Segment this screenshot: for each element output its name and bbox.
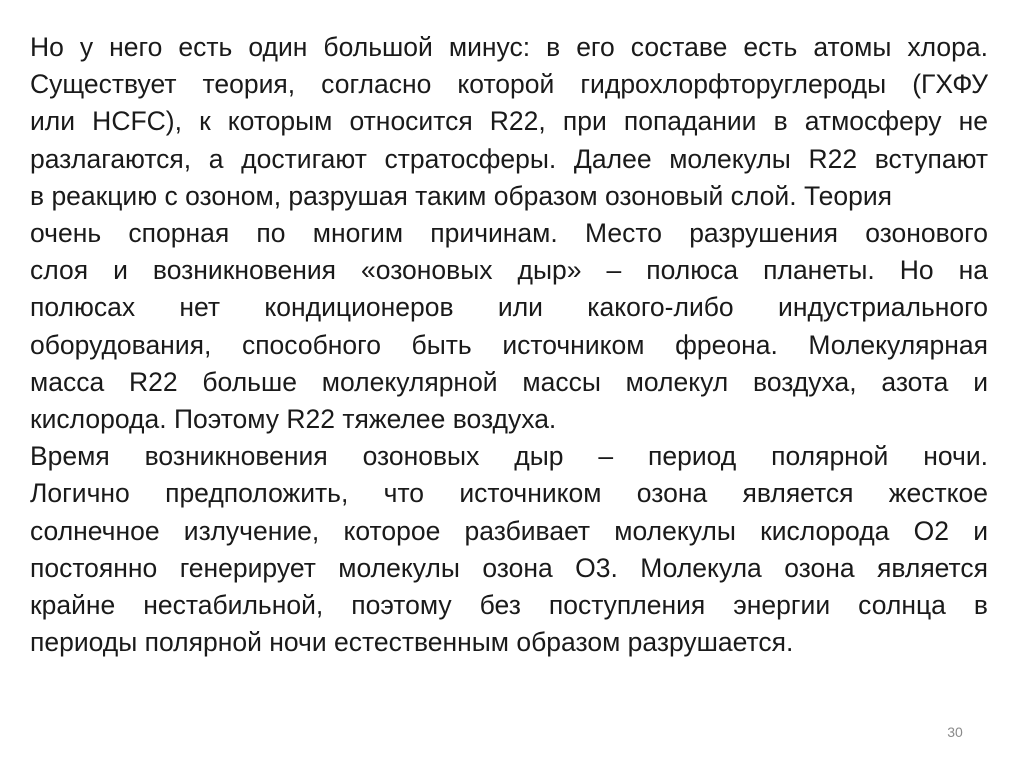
- text-line: периоды полярной ночи естественным образом разрушается.: [30, 627, 794, 658]
- text-line: постоянно генерирует молекулы озона О3. Молекула озона является: [30, 552, 988, 583]
- text-line: в реакцию с озоном, разрушая таким образом озоновый слой. Теория: [30, 180, 893, 211]
- text-line: Логично предположить, что источником озона является жесткое: [30, 478, 988, 509]
- text-line: кислорода. Поэтому R22 тяжелее воздуха.: [30, 404, 557, 435]
- text-line: крайне нестабильной, поэтому без поступления энергии солнца в: [30, 590, 988, 621]
- text-line: очень спорная по многим причинам. Место разрушения озонового: [30, 218, 988, 249]
- text-line: слоя и возникновения «озоновых дыр» – полюса планеты. Но на: [30, 255, 988, 286]
- text-line: солнечное излучение, которое разбивает молекулы кислорода О2 и: [30, 515, 988, 546]
- text-line: оборудования, способного быть источником фреона. Молекулярная: [30, 329, 988, 360]
- text-line: масса R22 больше молекулярной массы молекул воздуха, азота и: [30, 366, 988, 397]
- paragraph-controversy: [30, 215, 988, 438]
- page-number: 30: [947, 724, 963, 740]
- text-line: Время возникновения озоновых дыр – период полярной ночи.: [30, 441, 988, 472]
- paragraph-chlorine-theory: [30, 29, 988, 215]
- slide-body-text: [30, 29, 988, 661]
- text-line: Но у него есть один большой минус: в его составе есть атомы хлора.: [30, 32, 988, 62]
- paragraph-polar-night: [30, 438, 988, 661]
- text-line: или HCFC), к которым относится R22, при попадании в атмосферу не: [30, 106, 988, 137]
- text-line: Существует теория, согласно которой гидрохлорфторуглероды (ГХФУ: [30, 69, 988, 100]
- text-line: разлагаются, а достигают стратосферы. Далее молекулы R22 вступают: [30, 143, 988, 174]
- text-line: полюсах нет кондиционеров или какого-либо индустриального: [30, 292, 988, 323]
